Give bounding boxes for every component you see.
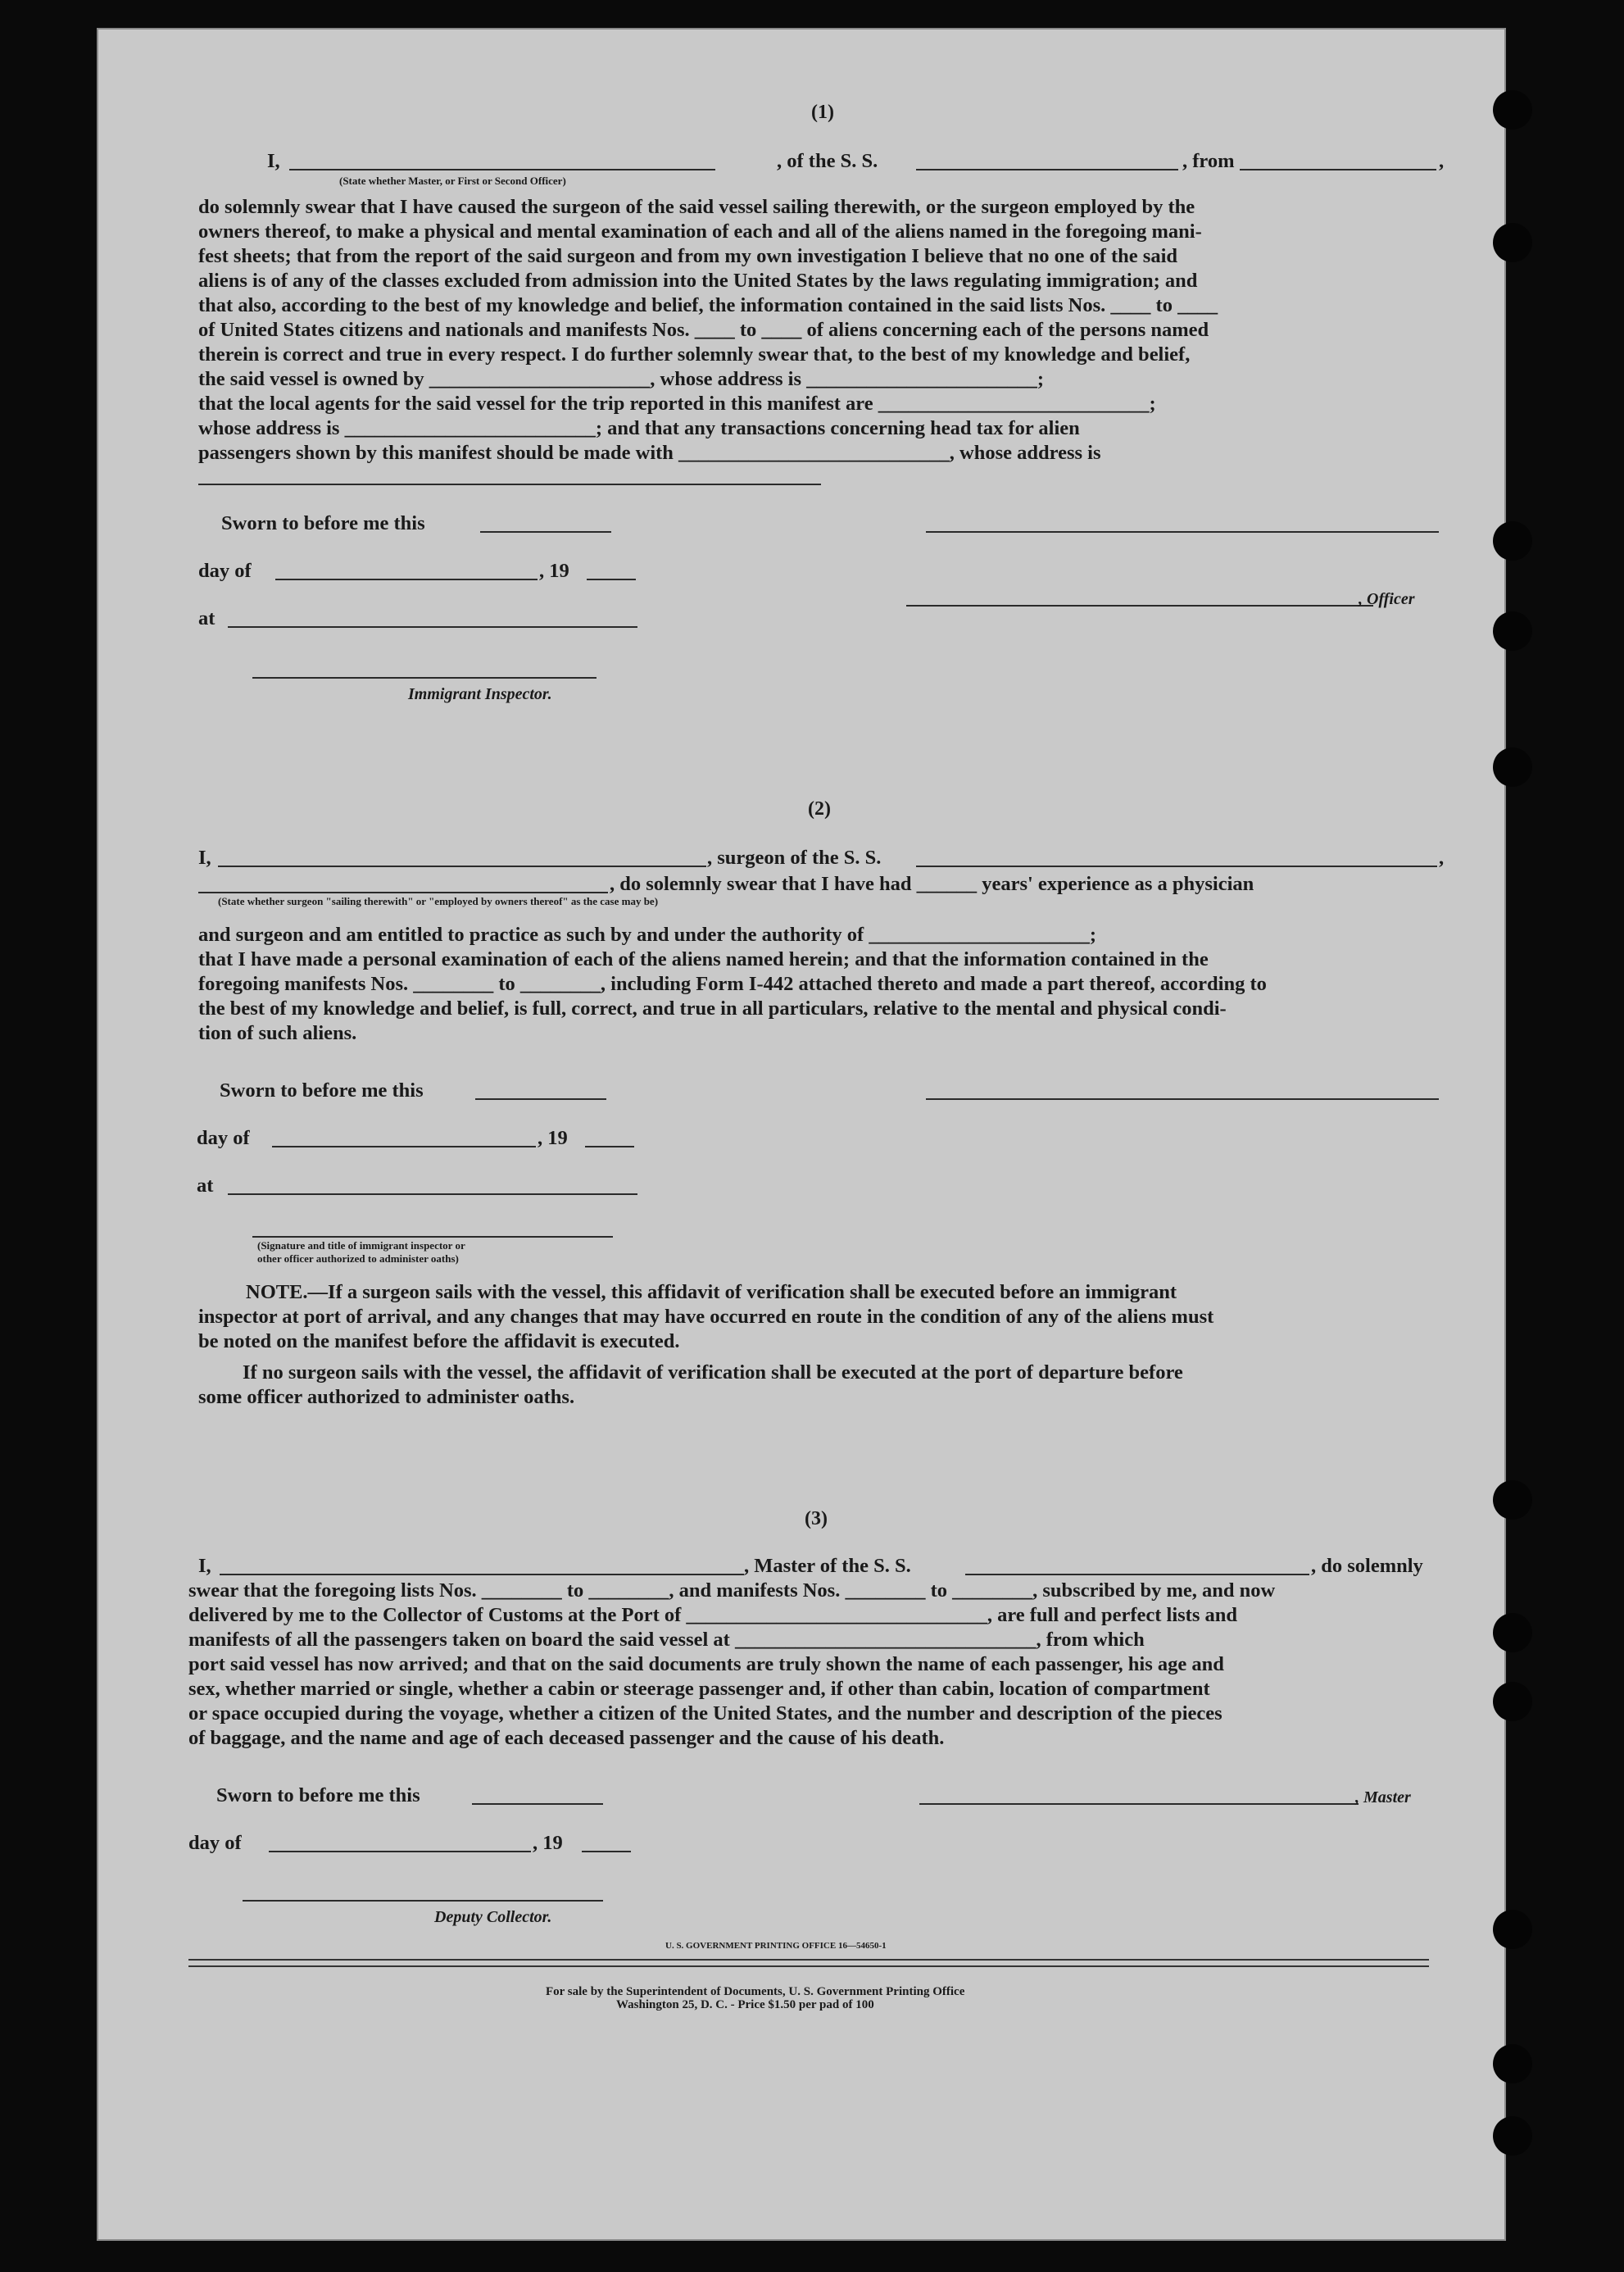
- note-line-4: some officer authorized to administer oaths.: [198, 1386, 575, 1408]
- s1-officer-label: , Officer: [1359, 590, 1415, 608]
- punch-hole: [1493, 1910, 1532, 1949]
- section-3-number: (3): [805, 1508, 828, 1529]
- s3-master-label: , Master: [1355, 1788, 1411, 1806]
- punch-hole: [1493, 521, 1532, 561]
- punch-hole: [1493, 1613, 1532, 1652]
- of-ss-label: , of the S. S.: [777, 150, 878, 172]
- deputy-signature-field[interactable]: [243, 1900, 603, 1902]
- s2-year-field[interactable]: [585, 1146, 634, 1147]
- s2-day-field[interactable]: [272, 1146, 536, 1147]
- surgeon-of-label: , surgeon of the S. S.: [707, 847, 882, 869]
- master-name-field[interactable]: [220, 1574, 744, 1575]
- s3-sworn-label: Sworn to before me this: [216, 1784, 420, 1806]
- punch-hole: [1493, 747, 1532, 787]
- punch-hole: [1493, 2044, 1532, 2083]
- s3-sworn-field[interactable]: [472, 1803, 603, 1805]
- s3-line-5: or space occupied during the voyage, whether a citizen of the United States, and the number and description of the pieces: [188, 1702, 1223, 1724]
- s2-inspector-signature-field[interactable]: [252, 1236, 613, 1238]
- s2-at-label: at: [197, 1175, 214, 1197]
- note-line-0: NOTE.—If a surgeon sails with the vessel, this affidavit of verification shall be executed before an immigrant: [246, 1281, 1177, 1303]
- s2-line-2: foregoing manifests Nos. ________ to ________, including Form I-442 attached thereto and made a part thereof, according to: [198, 973, 1267, 995]
- s1-at-label: at: [198, 607, 215, 629]
- s1-year-label: , 19: [539, 560, 569, 582]
- s1-line-6: therein is correct and true in every respect. I do further solemnly swear that, to the best of my knowledge and belief,: [198, 343, 1191, 366]
- do-solemnly-label: , do solemnly: [1311, 1555, 1423, 1577]
- s3-master-signature-field[interactable]: [919, 1803, 1359, 1805]
- punch-hole: [1493, 1480, 1532, 1520]
- from-label: , from: [1182, 150, 1235, 172]
- inspector-label: Immigrant Inspector.: [408, 685, 552, 703]
- s1-sworn-field[interactable]: [480, 531, 611, 533]
- s2-signature-note-2: other officer authorized to administer oaths): [257, 1252, 459, 1265]
- s3-day-field[interactable]: [269, 1851, 531, 1852]
- head-tax-address-field[interactable]: [198, 484, 821, 485]
- note-line-2: be noted on the manifest before the affidavit is executed.: [198, 1330, 680, 1352]
- s1-at-field[interactable]: [228, 626, 637, 628]
- note-line-1: inspector at port of arrival, and any changes that may have occurred en route in the condition of any of the aliens must: [198, 1306, 1214, 1328]
- s2-year-label: , 19: [538, 1127, 568, 1149]
- s3-day-label: day of: [188, 1832, 242, 1854]
- end-comma: ,: [1439, 150, 1445, 172]
- s1-line-4: that also, according to the best of my knowledge and belief, the information contained in the said lists Nos. ____ to ____: [198, 294, 1218, 316]
- s1-line-1: owners thereof, to make a physical and mental examination of each and all of the aliens named in the foregoing mani-: [198, 220, 1202, 243]
- s2-signature-note-1: (Signature and title of immigrant inspector or: [257, 1239, 465, 1252]
- s3-vessel-field[interactable]: [965, 1574, 1309, 1575]
- s1-sworn-label: Sworn to before me this: [221, 512, 425, 534]
- s1-line-10: passengers shown by this manifest should be made with ___________________________, whose address is: [198, 442, 1101, 464]
- s2-at-field[interactable]: [228, 1193, 637, 1195]
- s1-day-label: day of: [198, 560, 252, 582]
- note-line-3: If no surgeon sails with the vessel, the affidavit of verification shall be executed at the port of departure before: [243, 1361, 1183, 1384]
- s1-line-3: aliens is of any of the classes excluded from admission into the United States by the laws regulating immigration; and: [198, 270, 1198, 292]
- section-1-lead: I,: [267, 150, 280, 172]
- s1-line-0: do solemnly swear that I have caused the surgeon of the said vessel sailing therewith, or the surgeon employed by the: [198, 196, 1195, 218]
- s2-line-1: that I have made a personal examination of each of the aliens named herein; and that the information contained in the: [198, 948, 1209, 970]
- section-1-number: (1): [811, 102, 834, 123]
- s3-line-0: swear that the foregoing lists Nos. ________ to ________, and manifests Nos. ________ to ________, subscribed by me, and now: [188, 1579, 1276, 1602]
- s3-year-label: , 19: [533, 1832, 563, 1854]
- punch-hole: [1493, 2116, 1532, 2156]
- officer-name-field[interactable]: [289, 169, 715, 170]
- sale-line-2: Washington 25, D. C. - Price $1.50 per pad of 100: [616, 1998, 874, 2011]
- s2-sworn-label: Sworn to before me this: [220, 1079, 424, 1102]
- s3-line-3: port said vessel has now arrived; and that on the said documents are truly shown the name of each passenger, his age and: [188, 1653, 1224, 1675]
- master-of-label: , Master of the S. S.: [744, 1555, 911, 1577]
- s2-end-comma: ,: [1439, 847, 1445, 869]
- surgeon-name-field[interactable]: [218, 866, 706, 867]
- punch-hole: [1493, 1682, 1532, 1721]
- s3-year-field[interactable]: [582, 1851, 631, 1852]
- s2-day-label: day of: [197, 1127, 250, 1149]
- punch-hole: [1493, 611, 1532, 651]
- s1-day-field[interactable]: [275, 579, 538, 580]
- s2-line-0: and surgeon and am entitled to practice as such by and under the authority of ______________________;: [198, 924, 1096, 946]
- printing-office: U. S. GOVERNMENT PRINTING OFFICE 16—54650-1: [665, 1941, 887, 1951]
- s3-line-1: delivered by me to the Collector of Customs at the Port of ______________________________, are full and perfect lists and: [188, 1604, 1237, 1626]
- s3-line-4: sex, whether married or single, whether a cabin or steerage passenger and, if other than cabin, location of compartment: [188, 1678, 1210, 1700]
- s2-line-4: tion of such aliens.: [198, 1022, 357, 1044]
- s1-line-7: the said vessel is owned by ______________________, whose address is _______________________;: [198, 368, 1045, 390]
- from-port-field[interactable]: [1240, 169, 1436, 170]
- section-2-number: (2): [808, 798, 831, 820]
- section-2-lead: I,: [198, 847, 211, 869]
- s1-year-field[interactable]: [587, 579, 636, 580]
- sale-line-1: For sale by the Superintendent of Documents, U. S. Government Printing Office: [546, 1985, 965, 1998]
- s2-line-3: the best of my knowledge and belief, is full, correct, and true in all particulars, relative to the mental and physical condi-: [198, 997, 1227, 1020]
- deputy-label: Deputy Collector.: [434, 1908, 552, 1926]
- inspector-signature-field[interactable]: [252, 677, 597, 679]
- punch-hole: [1493, 223, 1532, 262]
- s2-swear-line: , do solemnly swear that I have had ______ years' experience as a physician: [610, 873, 1254, 895]
- vessel-name-field[interactable]: [916, 169, 1178, 170]
- surgeon-note: (State whether surgeon "sailing therewith" or "employed by owners thereof" as the case may be): [218, 895, 659, 907]
- s2-sworn-field[interactable]: [475, 1098, 606, 1100]
- punch-hole: [1493, 90, 1532, 130]
- s1-officer-line[interactable]: [906, 605, 1373, 607]
- s1-line-5: of United States citizens and nationals and manifests Nos. ____ to ____ of aliens concerning each of the persons named: [198, 319, 1209, 341]
- s1-line-9: whose address is _________________________; and that any transactions concerning head tax for alien: [198, 417, 1080, 439]
- s1-line-2: fest sheets; that from the report of the said surgeon and from my own investigation I believe that no one of the said: [198, 245, 1177, 267]
- footer-rule-1: [188, 1959, 1429, 1961]
- s1-officer-signature-field[interactable]: [926, 531, 1439, 533]
- s2-signature-field[interactable]: [926, 1098, 1439, 1100]
- footer-rule-2: [188, 1965, 1429, 1967]
- section-3-lead: I,: [198, 1555, 211, 1577]
- form-page: [97, 28, 1506, 2241]
- surgeon-type-field[interactable]: [198, 892, 608, 893]
- s3-line-2: manifests of all the passengers taken on board the said vessel at ______________________________, from which: [188, 1629, 1145, 1651]
- s1-line-8: that the local agents for the said vessel for the trip reported in this manifest are ___________________________;: [198, 393, 1156, 415]
- s3-line-6: of baggage, and the name and age of each deceased passenger and the cause of his death.: [188, 1727, 945, 1749]
- officer-note: (State whether Master, or First or Second Officer): [339, 175, 566, 187]
- s2-vessel-field[interactable]: [916, 866, 1437, 867]
